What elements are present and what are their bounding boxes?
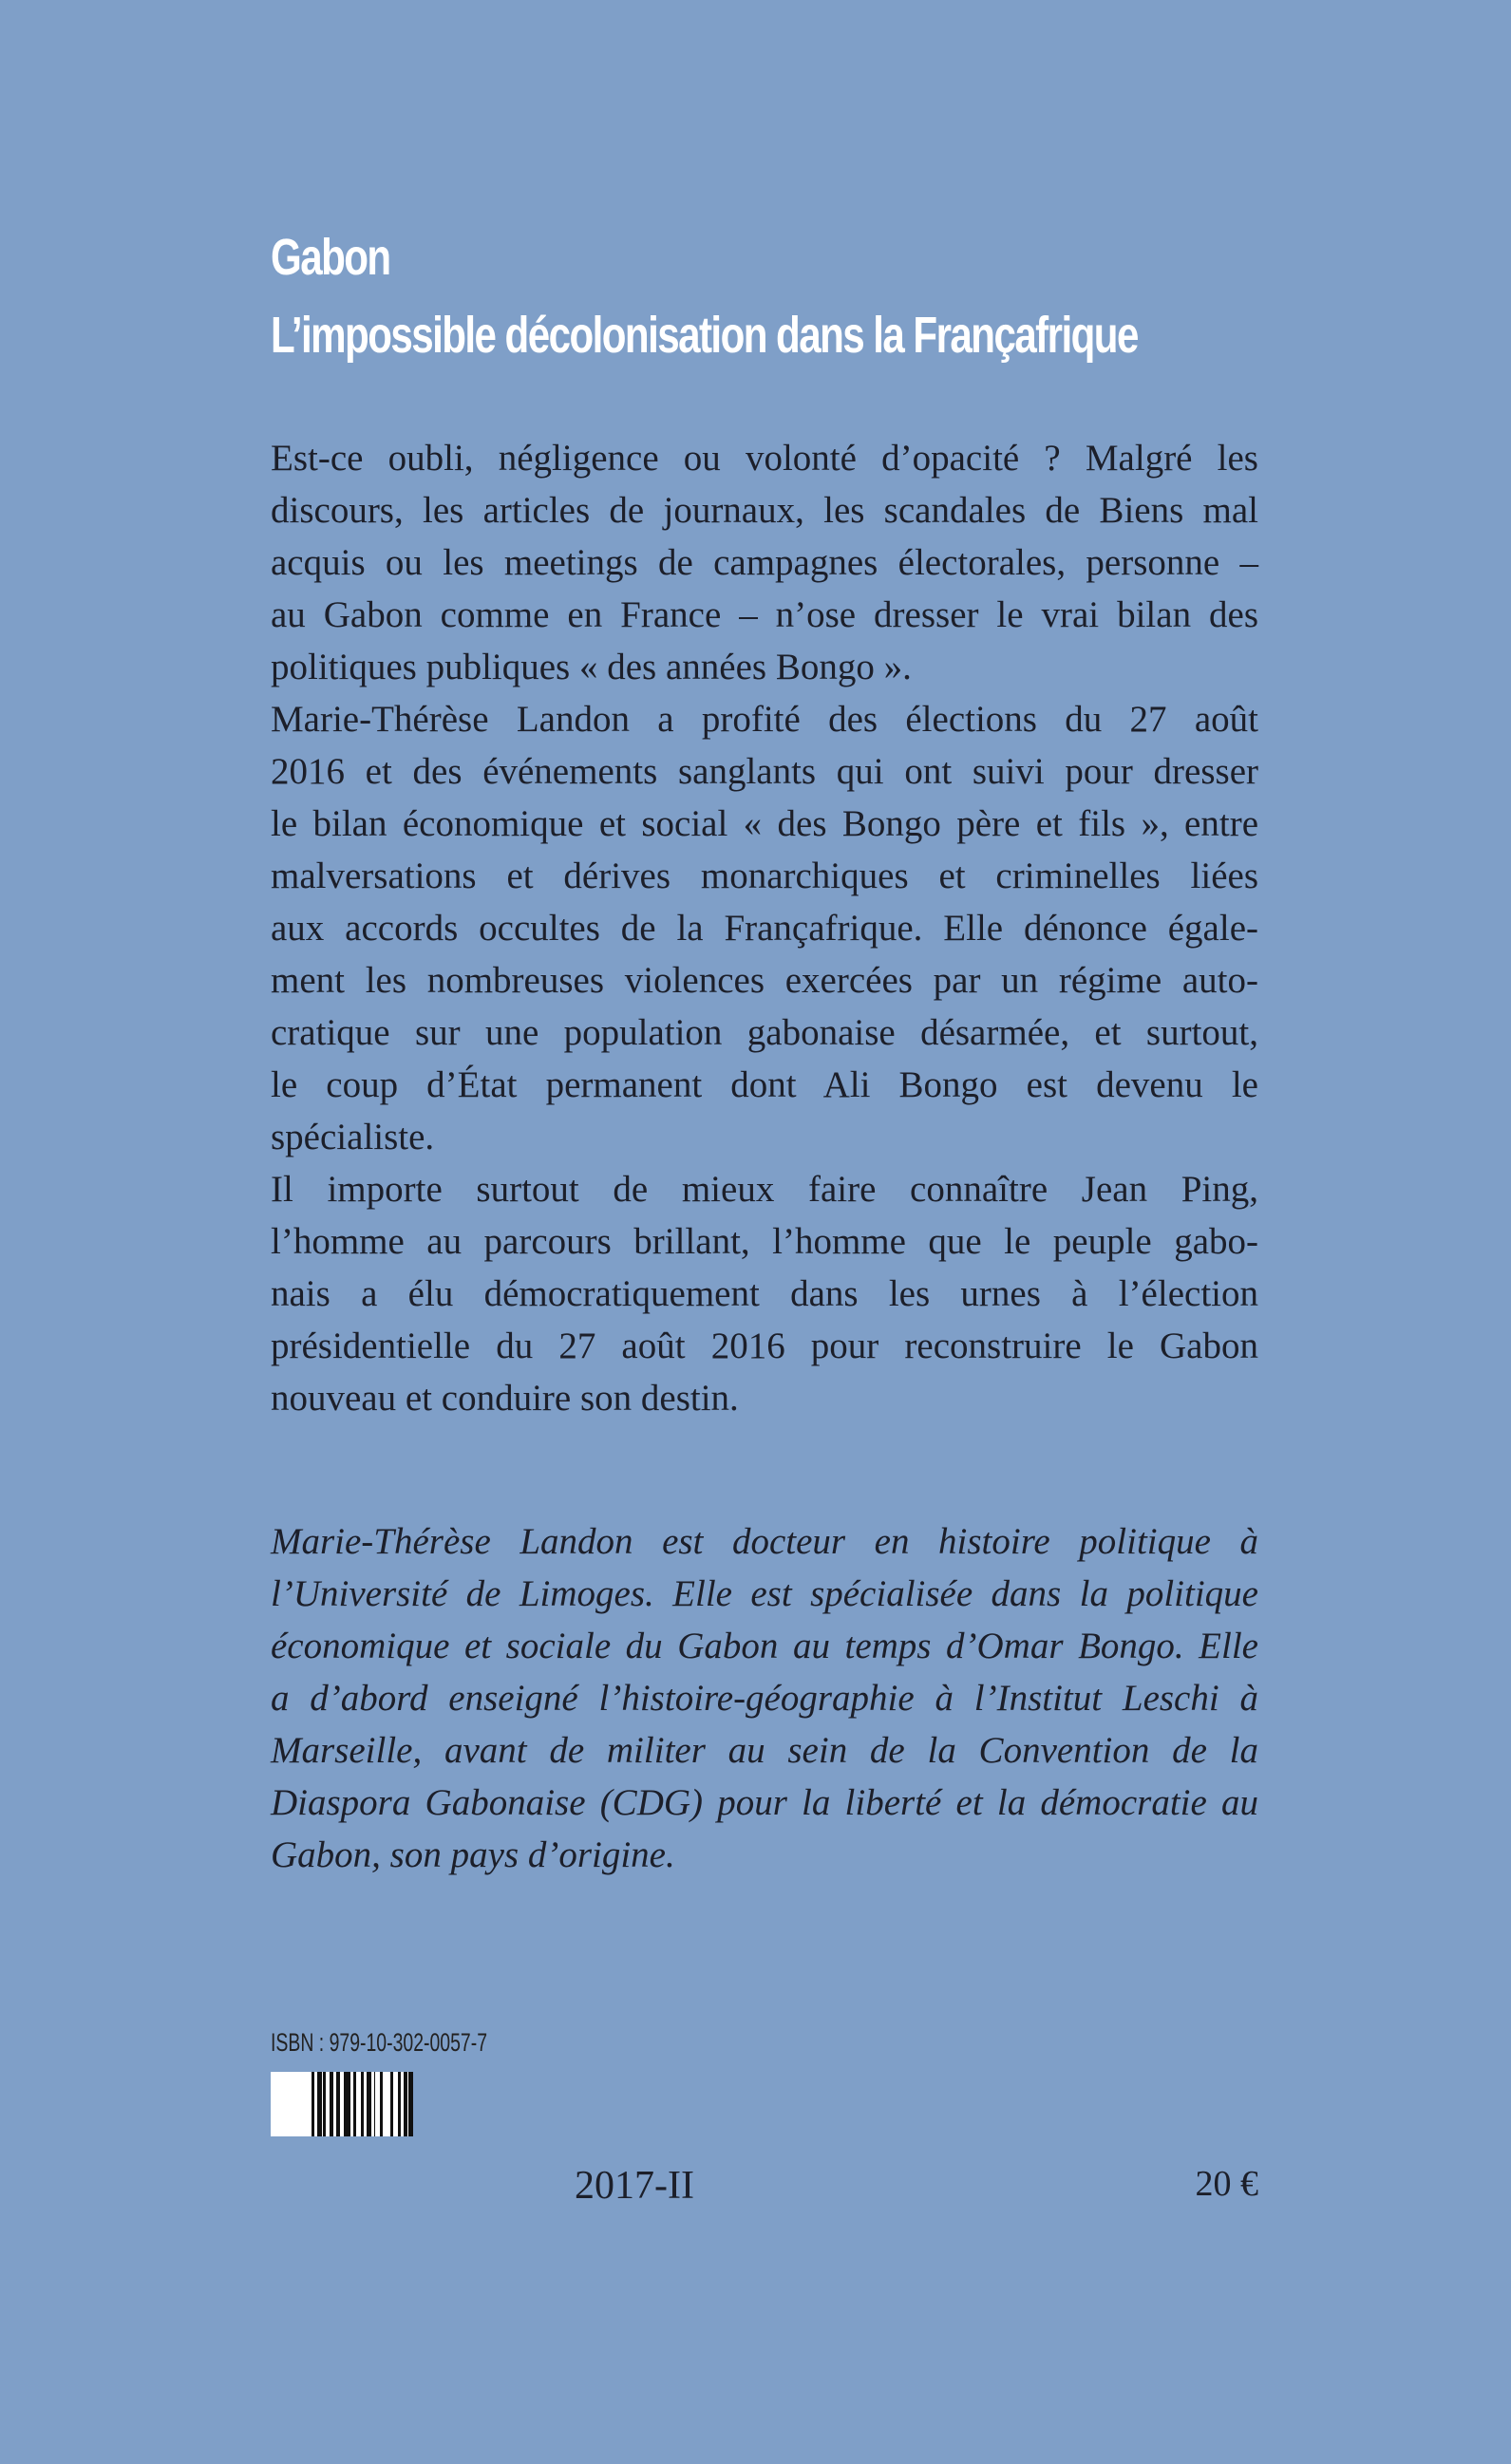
barcode-bar bbox=[408, 2072, 413, 2136]
text-line: l’homme au parcours brillant, l’homme que le peuple gabo- bbox=[271, 1221, 1258, 1262]
text-line: politiques publiques « des années Bongo ». bbox=[271, 647, 912, 687]
text-line: Marie-Thérèse Landon est docteur en histoire politique à bbox=[271, 1521, 1258, 1562]
book-title: Gabon bbox=[271, 229, 390, 286]
barcode-bar bbox=[383, 2072, 390, 2136]
text-line: Est-ce oubli, négligence ou volonté d’opacité ? Malgré les bbox=[271, 438, 1258, 479]
text-line: acquis ou les meetings de campagnes électorales, personne – bbox=[271, 542, 1258, 583]
barcode-bar bbox=[271, 2072, 312, 2136]
text-line: cratique sur une population gabonaise désarmée, et surtout, bbox=[271, 1012, 1258, 1053]
text-line: aux accords occultes de la Françafrique. Elle dénonce égale- bbox=[271, 908, 1258, 949]
text-line: Marie-Thérèse Landon a profité des élections du 27 août bbox=[271, 699, 1258, 740]
text-line: spécialiste. bbox=[271, 1117, 435, 1157]
text-line: au Gabon comme en France – n’ose dresser le vrai bilan des bbox=[271, 594, 1258, 635]
author-bio bbox=[271, 1515, 1258, 1881]
text-line: malversations et dérives monarchiques et criminelles liées bbox=[271, 856, 1258, 896]
text-line: Il importe surtout de mieux faire connaître Jean Ping, bbox=[271, 1169, 1258, 1210]
text-line: discours, les articles de journaux, les scandales de Biens mal bbox=[271, 490, 1258, 531]
text-line: nouveau et conduire son destin. bbox=[271, 1378, 739, 1419]
synopsis bbox=[271, 432, 1258, 1424]
text-line: le coup d’État permanent dont Ali Bongo est devenu le bbox=[271, 1064, 1258, 1105]
text-line: ment les nombreuses violences exercées par un régime auto- bbox=[271, 960, 1258, 1001]
text-line: économique et sociale du Gabon au temps d’Omar Bongo. Elle bbox=[271, 1626, 1258, 1666]
text-line: Diaspora Gabonaise (CDG) pour la liberté et la démocratie au bbox=[271, 1782, 1258, 1823]
isbn: ISBN : 979-10-302-0057-7 bbox=[271, 2028, 488, 2057]
price: 20 € bbox=[1195, 2164, 1258, 2204]
text-line: l’Université de Limoges. Elle est spécialisée dans la politique bbox=[271, 1573, 1258, 1614]
text-line: Marseille, avant de militer au sein de la Convention de la bbox=[271, 1730, 1258, 1771]
text-line: le bilan économique et social « des Bongo père et fils », entre bbox=[271, 803, 1258, 844]
barcode bbox=[271, 2072, 413, 2136]
text-line: 2016 et des événements sanglants qui ont suivi pour dresser bbox=[271, 751, 1258, 792]
text-line: nais a élu démocratiquement dans les urnes à l’élection bbox=[271, 1273, 1258, 1314]
text-line: présidentielle du 27 août 2016 pour reconstruire le Gabon bbox=[271, 1326, 1258, 1366]
text-line: a d’abord enseigné l’histoire-géographie à l’Institut Leschi à bbox=[271, 1678, 1258, 1719]
text-line: Gabon, son pays d’origine. bbox=[271, 1834, 675, 1875]
book-subtitle: L’impossible décolonisation dans la Françafrique bbox=[271, 307, 1138, 364]
edition: 2017-II bbox=[575, 2164, 694, 2208]
